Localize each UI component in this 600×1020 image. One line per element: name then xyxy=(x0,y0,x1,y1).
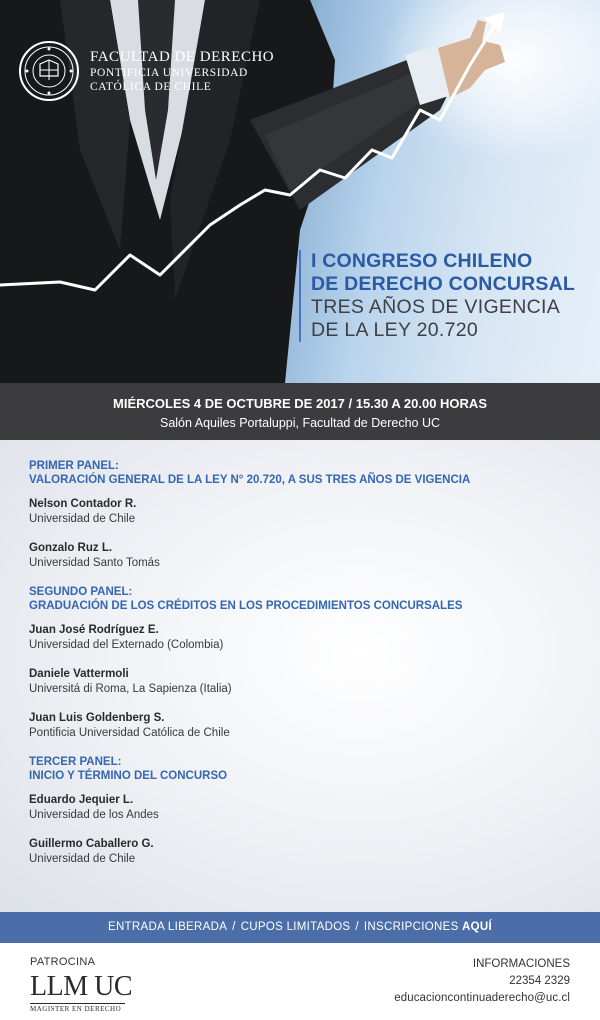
registration-bar xyxy=(0,912,600,943)
panel-title: INICIO Y TÉRMINO DEL CONCURSO xyxy=(29,770,228,782)
info-label: INFORMACIONES xyxy=(472,958,570,970)
limited-seats-label: CUPOS LIMITADOS xyxy=(240,921,351,933)
event-title-block xyxy=(299,250,575,342)
speaker xyxy=(29,711,600,741)
panel xyxy=(29,585,600,741)
speaker xyxy=(29,541,600,571)
contact-info xyxy=(394,956,570,1007)
speaker xyxy=(29,837,600,867)
hero-banner xyxy=(0,0,600,383)
speaker-name: Guillermo Caballero G. xyxy=(29,838,154,850)
panel-title: GRADUACIÓN DE LOS CRÉDITOS EN LOS PROCEDIMIENTOS CONCURSALES xyxy=(29,600,463,612)
free-entry-label: ENTRADA LIBERADA xyxy=(107,921,228,933)
panel xyxy=(29,459,600,571)
faculty-name: FACULTAD DE DERECHO xyxy=(90,49,275,65)
speaker-name: Juan Luis Goldenberg S. xyxy=(29,712,165,724)
event-title-line1: I CONGRESO CHILENO xyxy=(311,250,533,272)
sponsor-logo: LLM UC xyxy=(30,971,132,1002)
university-name-line1: PONTIFICIA UNIVERSIDAD xyxy=(90,67,248,79)
event-subtitle-line2: DE LA LEY 20.720 xyxy=(311,319,479,341)
separator: / xyxy=(355,921,359,933)
date-bar xyxy=(0,383,600,440)
panel-label: PRIMER PANEL: xyxy=(29,460,119,472)
speaker-name: Juan José Rodríguez E. xyxy=(29,624,159,636)
panel-title: VALORACIÓN GENERAL DE LA LEY N° 20.720, A SUS TRES AÑOS DE VIGENCIA xyxy=(29,474,471,486)
speaker xyxy=(29,623,600,653)
panel-label: TERCER PANEL: xyxy=(29,756,122,768)
speaker-affiliation: Universidad de Chile xyxy=(29,513,136,525)
event-venue: Salón Aquiles Portaluppi, Facultad de Derecho UC xyxy=(159,416,441,430)
sponsor-subtitle: MAGISTER EN DERECHO xyxy=(30,1003,125,1013)
speaker xyxy=(29,667,600,697)
event-title-line2: DE DERECHO CONCURSAL xyxy=(311,273,576,295)
speaker-affiliation: Universidad del Externado (Colombia) xyxy=(29,639,224,651)
registration-label: INSCRIPCIONES xyxy=(363,921,459,933)
separator: / xyxy=(232,921,236,933)
speaker-affiliation: Universitá di Roma, La Sapienza (Italia) xyxy=(29,683,232,695)
program-section xyxy=(0,440,600,912)
speaker xyxy=(29,497,600,527)
university-name-line2: CATÓLICA DE CHILE xyxy=(90,81,212,93)
registration-link[interactable]: AQUÍ xyxy=(462,921,492,933)
speaker-name: Eduardo Jequier L. xyxy=(29,794,134,806)
university-seal-icon xyxy=(18,40,80,102)
speaker-affiliation: Universidad de Chile xyxy=(29,853,136,865)
speaker-affiliation: Pontificia Universidad Católica de Chile xyxy=(29,727,230,739)
event-date: MIÉRCOLES 4 DE OCTUBRE DE 2017 / 15.30 A 20.00 HORAS xyxy=(113,396,487,411)
speaker-name: Nelson Contador R. xyxy=(29,498,137,510)
panel-label: SEGUNDO PANEL: xyxy=(29,586,133,598)
speaker-name: Gonzalo Ruz L. xyxy=(29,542,113,554)
panel xyxy=(29,755,600,867)
faculty-logo xyxy=(18,40,274,102)
speaker-affiliation: Universidad de los Andes xyxy=(29,809,159,821)
speaker-name: Daniele Vattermoli xyxy=(29,668,129,680)
sponsor-label: PATROCINA xyxy=(30,956,96,968)
contact-phone: 22354 2329 xyxy=(509,975,570,987)
speaker-affiliation: Universidad Santo Tomás xyxy=(29,557,160,569)
event-subtitle-line1: TRES AÑOS DE VIGENCIA xyxy=(311,296,561,318)
footer xyxy=(0,943,600,1020)
contact-email[interactable]: educacioncontinuaderecho@uc.cl xyxy=(394,992,570,1004)
speaker xyxy=(29,793,600,823)
